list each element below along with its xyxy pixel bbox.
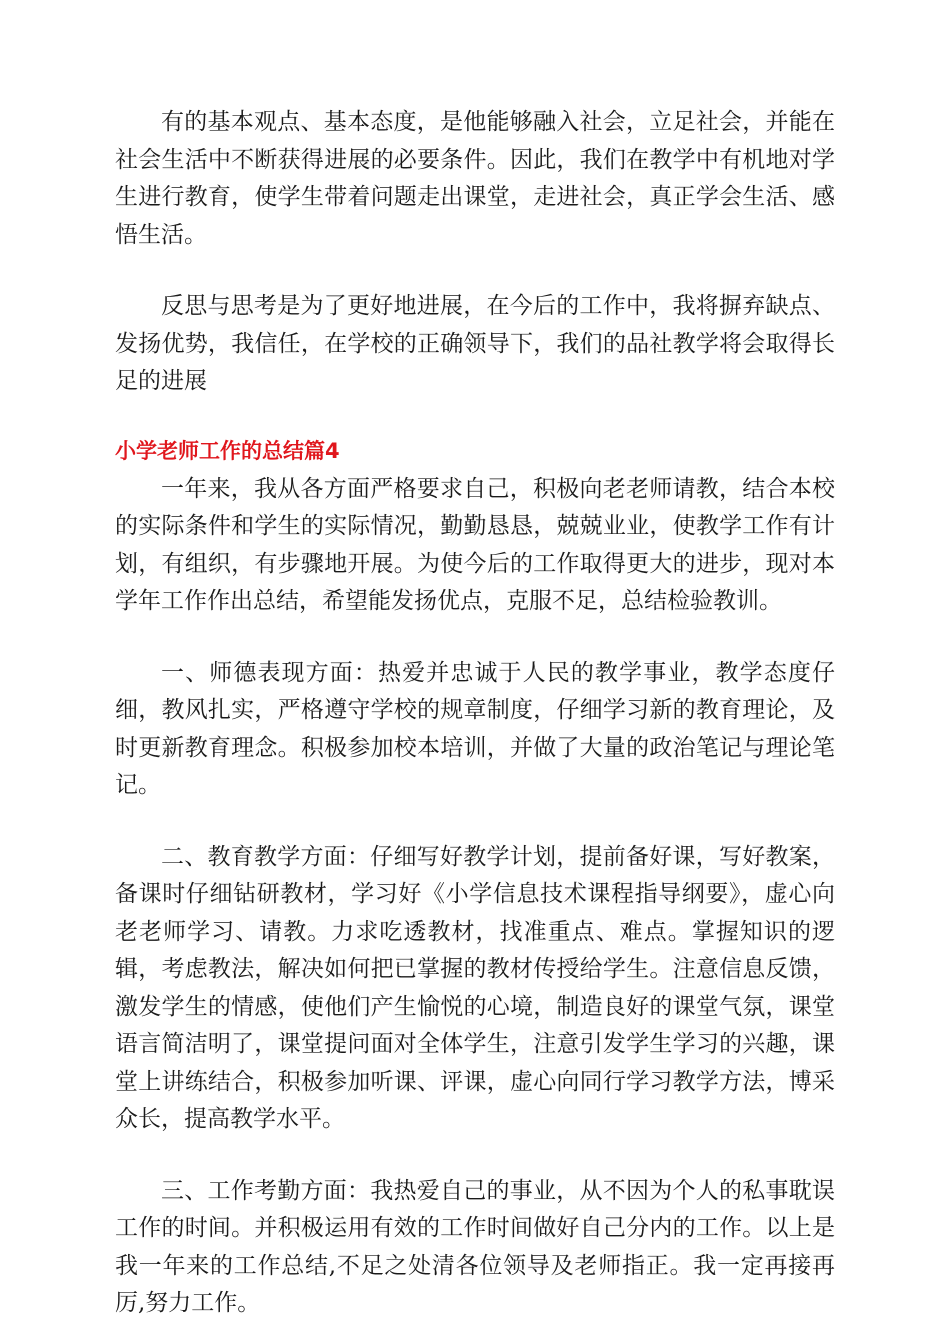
teaching-paragraph: 二、教育教学方面：仔细写好教学计划，提前备好课，写好教案，备课时仔细钻研教材，学习好《小学信息技术课程指导纲要》，虚心向老老师学习、请教。力求吃透教材，找准重点、难点。掌握知识的逻辑，考虑教法，解决如何把已掌握的教材传授给学生。注意信息反馈，激发学生的情感，使他们产生愉悦的心境，制造良好的课堂气氛，课堂语言简洁明了，课堂提问面对全体学生，注意引发学生学习的兴趣，课堂上讲练结合，积极参加听课、评课，虚心向同行学习教学方法，博采众长，提高教学水平。: [115, 843, 835, 1132]
ethics-paragraph: 一、师德表现方面：热爱并忠诚于人民的教学事业，教学态度仔细，教风扎实，严格遵守学校的规章制度，仔细学习新的教育理论，及时更新教育理念。积极参加校本培训，并做了大量的政治笔记与理论笔记。: [115, 659, 835, 798]
document-page: [115, 104, 835, 1323]
attendance-paragraph: 三、工作考勤方面：我热爱自己的事业，从不因为个人的私事耽误工作的时间。并积极运用有效的工作时间做好自己分内的工作。以上是我一年来的工作总结,不足之处清各位领导及老师指正。我一定再接再厉,努力工作。: [115, 1177, 835, 1316]
intro-paragraph: 一年来，我从各方面严格要求自己，积极向老老师请教，结合本校的实际条件和学生的实际情况，勤勤恳恳，兢兢业业，使教学工作有计划，有组织，有步骤地开展。为使今后的工作取得更大的进步，现对本学年工作作出总结，希望能发扬优点，克服不足，总结检验教训。: [115, 475, 835, 614]
continuation-paragraph: 有的基本观点、基本态度，是他能够融入社会，立足社会，并能在社会生活中不断获得进展的必要条件。因此，我们在教学中有机地对学生进行教育，使学生带着问题走出课堂，走进社会，真正学会生活、感悟生活。: [115, 109, 835, 248]
reflection-paragraph: 反思与思考是为了更好地进展，在今后的工作中，我将摒弃缺点、发扬优势，我信任，在学校的正确领导下，我们的品社教学将会取得长足的进展: [115, 293, 835, 394]
section-heading: 小学老师工作的总结篇4: [115, 438, 340, 463]
